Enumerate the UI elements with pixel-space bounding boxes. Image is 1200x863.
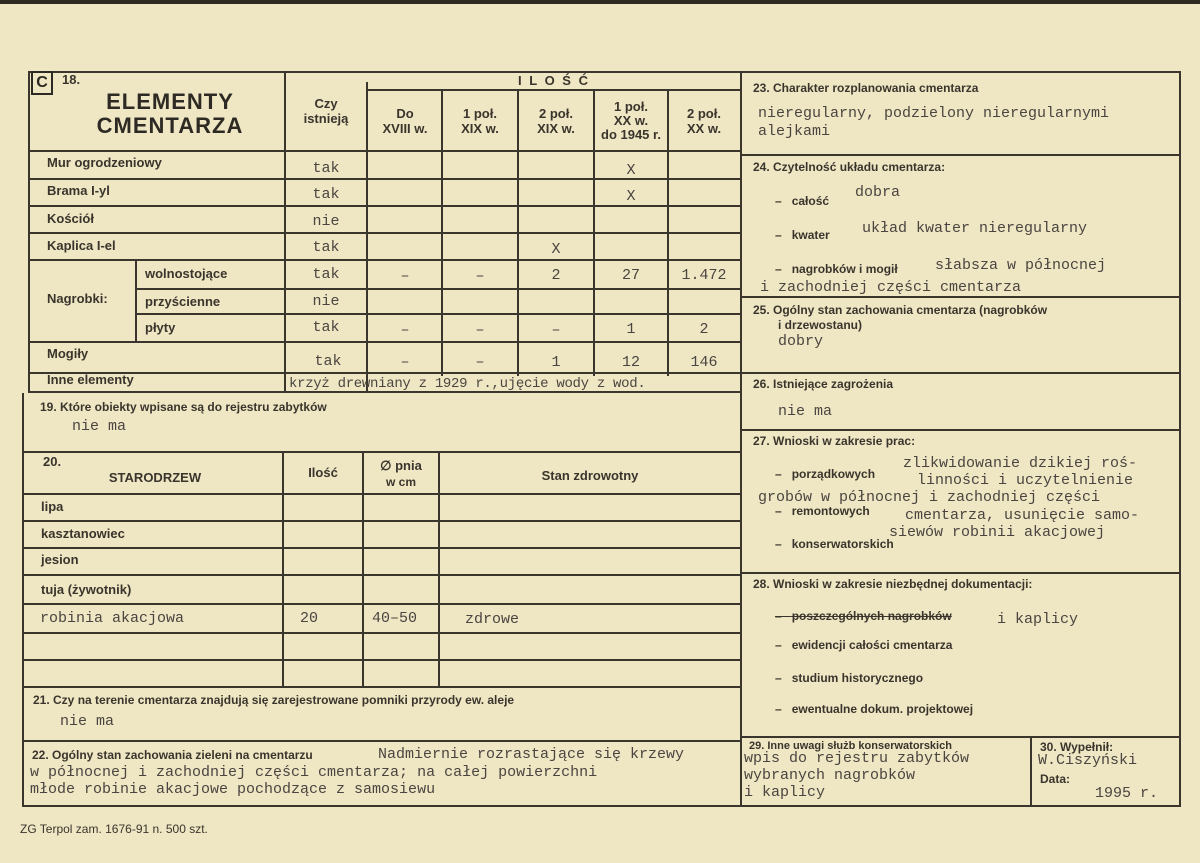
tree-name: tuja (żywotnik) — [41, 582, 132, 597]
grid-line — [135, 313, 740, 315]
tree-name: robinia akacjowa — [40, 610, 185, 627]
s27-remontowych: – remontowych — [775, 504, 870, 518]
s20-col-diam2: w cm — [385, 475, 416, 489]
grid-line — [22, 686, 740, 688]
grid-line — [22, 520, 740, 522]
main-divider — [740, 71, 742, 807]
row-label: Brama I-yl — [47, 183, 110, 198]
row-label: płyty — [145, 320, 176, 335]
cell-value: – — [400, 268, 410, 285]
row-label: Kaplica I-el — [47, 238, 116, 253]
cell-value: – — [475, 268, 485, 285]
s24-calosc: – całość — [775, 194, 830, 208]
inne-value: krzyż drewniany z 1929 r.,ujęcie wody z wod. — [289, 376, 646, 392]
s27-text-1: zlikwidowanie dzikiej roś- — [903, 455, 1138, 472]
s29-text-2: wybranych nagrobków — [744, 767, 916, 784]
s25-value: dobry — [778, 333, 824, 350]
s22-text-3: młode robinie akacjowe pochodzące z samosiewu — [30, 781, 436, 798]
s29-label: 29. Inne uwagi służb konserwatorskich — [749, 740, 952, 752]
grid-line — [740, 372, 1180, 374]
grid-line — [740, 736, 1180, 738]
s27-text-2: linności i uczytelnienie — [917, 472, 1134, 489]
tree-diam: 40–50 — [372, 610, 418, 627]
s29-text-1: wpis do rejestru zabytków — [744, 750, 970, 767]
s28-item-1-addition: i kaplicy — [997, 611, 1079, 628]
cell-value: 27 — [621, 267, 640, 284]
ilosc-header: I L O Ś Ć — [518, 73, 590, 88]
s26-label: 26. Istniejące zagrożenia — [753, 377, 894, 391]
row-label: Inne elementy — [47, 372, 134, 387]
form-card — [0, 4, 1200, 863]
s21-value: nie ma — [60, 713, 115, 730]
grid-line — [22, 659, 740, 661]
s24-kwater: – kwater — [775, 228, 830, 242]
period-2: 1 poł. XIX w. — [461, 106, 499, 136]
grid-line — [740, 429, 1180, 431]
cell-value: X — [551, 241, 561, 258]
cell-value: 1.472 — [681, 267, 727, 284]
s26-value: nie ma — [778, 403, 833, 420]
grid-line — [22, 632, 740, 634]
s25-label-2: i drzewostanu) — [778, 318, 863, 332]
s22-text-1: Nadmiernie rozrastające się krzewy — [378, 746, 685, 763]
grid-line — [282, 451, 284, 687]
title-line-2: CMENTARZA — [96, 113, 244, 138]
col-exists-line2: istnieją — [303, 111, 349, 126]
cell-value: – — [475, 322, 485, 339]
s28-label: 28. Wnioski w zakresie niezbędnej dokumentacji: — [753, 577, 1033, 591]
grid-line — [28, 372, 740, 374]
s28-item-1: – poszczególnych nagrobków — [775, 609, 952, 623]
s27-konserwatorskich: – konserwatorskich — [775, 537, 894, 551]
frame-left-lower — [22, 393, 24, 807]
s28-item-3: – studium historycznego — [775, 671, 924, 685]
cell-value: 12 — [621, 354, 640, 371]
s23-text-1: nieregularny, podzielony nieregularnymi — [758, 105, 1110, 122]
s27-text-5: siewów robinii akacjowej — [889, 524, 1106, 541]
s23-text-2: alejkami — [758, 123, 831, 140]
row-label: Mogiły — [47, 346, 89, 361]
s24-label: 24. Czytelność układu cmentarza: — [753, 160, 946, 174]
s24-nagrobkow-value-1: słabsza w północnej — [935, 257, 1107, 274]
frame-bottom — [22, 805, 1181, 807]
s28-item-4: – ewentualne dokum. projektowej — [775, 702, 974, 716]
s19-value: nie ma — [72, 418, 127, 435]
s29-text-3: i kaplicy — [744, 784, 826, 801]
tree-name: lipa — [41, 499, 64, 514]
cell-value: X — [626, 162, 636, 179]
grid-line — [366, 89, 740, 91]
period-3: 2 poł. XIX w. — [537, 106, 575, 136]
tree-name: kasztanowiec — [41, 526, 125, 541]
cell-value: 1 — [551, 354, 561, 371]
s20-col-diam1: ∅ pnia — [380, 458, 422, 473]
grid-line — [22, 493, 740, 495]
col-exists-line1: Czy — [314, 96, 338, 111]
cell-value: 2 — [699, 321, 709, 338]
s24-calosc-value: dobra — [855, 184, 901, 201]
cell-value: – — [400, 354, 410, 371]
exists-value: tak — [312, 239, 340, 256]
grid-line — [1030, 736, 1032, 806]
row-label: Kościół — [47, 211, 94, 226]
section-18-number: 18. — [62, 72, 81, 87]
cell-value: – — [400, 322, 410, 339]
grid-line — [135, 288, 740, 290]
exists-value: tak — [314, 353, 342, 370]
tree-count: 20 — [299, 610, 318, 627]
exists-value: nie — [312, 293, 340, 310]
s25-label-1: 25. Ogólny stan zachowania cmentarza (nagrobków — [753, 303, 1048, 317]
grid-line — [28, 341, 740, 343]
grid-line — [22, 547, 740, 549]
period-1: Do XVIII w. — [382, 106, 428, 136]
s24-kwater-value: układ kwater nieregularny — [862, 220, 1088, 237]
grid-line — [28, 205, 740, 207]
s30-label: 30. Wypełnił: — [1040, 740, 1114, 754]
cell-value: – — [551, 322, 561, 339]
printer-footer: ZG Terpol zam. 1676-91 n. 500 szt. — [20, 822, 208, 836]
frame-right — [1179, 71, 1181, 807]
s21-label: 21. Czy na terenie cmentarza znajdują się zarejestrowane pomniki przyrody ew. aleje — [33, 693, 515, 707]
s30-date: 1995 r. — [1095, 785, 1159, 802]
s23-label: 23. Charakter rozplanowania cmentarza — [753, 81, 979, 95]
period-4: 1 poł. XX w. do 1945 r. — [601, 99, 661, 142]
cell-value: 146 — [690, 354, 718, 371]
exists-value: tak — [312, 319, 340, 336]
exists-value: nie — [312, 213, 340, 230]
grid-line — [22, 451, 740, 453]
cell-value: – — [475, 354, 485, 371]
exists-value: tak — [312, 266, 340, 283]
cell-value: 1 — [626, 321, 636, 338]
nagrobki-label: Nagrobki: — [47, 291, 108, 306]
s20-title: STARODRZEW — [108, 470, 202, 485]
tree-health: zdrowe — [465, 611, 520, 628]
grid-line — [740, 296, 1180, 298]
row-label: wolnostojące — [145, 266, 228, 281]
grid-line — [366, 82, 368, 393]
row-label: przyścienne — [145, 294, 221, 309]
tree-name: jesion — [41, 552, 79, 567]
grid-line — [362, 451, 364, 687]
s27-label: 27. Wnioski w zakresie prac: — [753, 434, 916, 448]
s27-porzadkowych: – porządkowych — [775, 467, 876, 481]
s22-label: 22. Ogólny stan zachowania zieleni na cmentarzu — [32, 748, 313, 762]
grid-line — [438, 451, 440, 687]
s19-label: 19. Które obiekty wpisane są do rejestru zabytków — [40, 400, 327, 414]
s20-col-health: Stan zdrowotny — [541, 468, 639, 483]
s22-text-2: w północnej i zachodniej części cmentarza; na całej powierzchni — [30, 764, 598, 781]
s24-nagrobkow-value-2: i zachodniej części cmentarza — [760, 279, 1022, 296]
s20-number: 20. — [43, 454, 62, 469]
title-line-1: ELEMENTY — [106, 89, 234, 114]
period-5: 2 poł. XX w. — [686, 106, 722, 136]
grid-line — [22, 740, 740, 742]
cell-value: X — [626, 188, 636, 205]
s24-nagrobkow: – nagrobków i mogił — [775, 262, 898, 276]
s27-text-3: grobów w północnej i zachodniej części — [758, 489, 1101, 506]
s20-col-count: Ilość — [308, 465, 338, 480]
grid-line — [22, 574, 740, 576]
grid-line — [28, 150, 740, 152]
grid-line — [22, 603, 740, 605]
form-logo: C — [31, 71, 53, 95]
grid-line — [740, 572, 1180, 574]
grid-line — [135, 259, 137, 341]
grid-line — [740, 154, 1180, 156]
grid-line — [28, 232, 740, 234]
exists-value: tak — [312, 186, 340, 203]
s28-item-2: – ewidencji całości cmentarza — [775, 638, 953, 652]
exists-value: tak — [312, 160, 340, 177]
row-label: Mur ogrodzeniowy — [47, 155, 162, 170]
s30-date-label: Data: — [1040, 772, 1071, 786]
s30-name: W.Ciszyński — [1038, 752, 1138, 769]
s27-text-4: cmentarza, usunięcie samo- — [905, 507, 1140, 524]
cell-value: 2 — [551, 267, 561, 284]
